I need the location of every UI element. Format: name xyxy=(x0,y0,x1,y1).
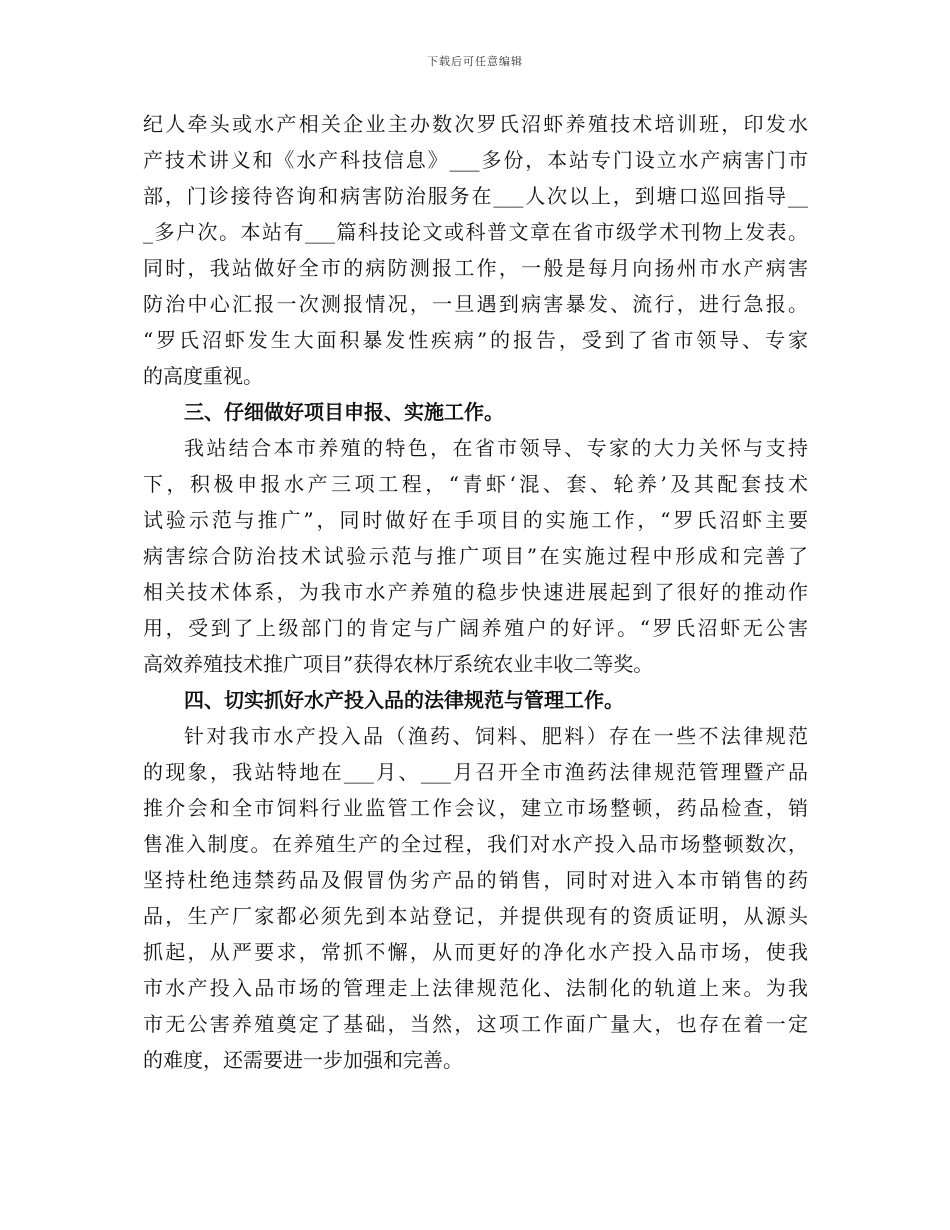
paragraph-line: 高效养殖技术推广项目”获得农林厅系统农业丰收二等奖。 xyxy=(143,652,654,676)
paragraph-line: 下，积极申报水产三项工程，“青虾‘混、套、轮养’及其配套技术 xyxy=(143,472,808,496)
paragraph-line: 产技术讲义和《水产科技信息》___多份，本站专门设立水产病害门市 xyxy=(143,148,808,172)
paragraph-line: 的难度，还需要进一步加强和完善。 xyxy=(143,1048,463,1072)
paragraph-line: 市无公害养殖奠定了基础，当然，这项工作面广量大，也存在着一定 xyxy=(143,1012,808,1036)
paragraph-line: “罗氏沼虾发生大面积暴发性疾病”的报告，受到了省市领导、专家 xyxy=(143,328,808,352)
paragraph-line: 病害综合防治技术试验示范与推广项目”在实施过程中形成和完善了 xyxy=(143,544,808,568)
paragraph-line: 防治中心汇报一次测报情况，一旦遇到病害暴发、流行，进行急报。 xyxy=(143,292,808,316)
paragraph-line: 售准入制度。在养殖生产的全过程，我们对水产投入品市场整顿数次， xyxy=(143,832,808,856)
paragraph-line: 针对我市水产投入品（渔药、饲料、肥料）存在一些不法律规范 xyxy=(184,724,808,748)
page-header: 下载后可任意编辑 xyxy=(427,55,523,68)
paragraph-line: 品，生产厂家都必须先到本站登记，并提供现有的资质证明，从源头 xyxy=(143,904,808,928)
paragraph-line: 推介会和全市饲料行业监管工作会议，建立市场整顿，药品检查，销 xyxy=(143,796,808,820)
paragraph-line: 坚持杜绝违禁药品及假冒伪劣产品的销售，同时对进入本市销售的药 xyxy=(143,868,808,892)
paragraph-line: 用，受到了上级部门的肯定与广阔养殖户的好评。“罗氏沼虾无公害 xyxy=(143,616,808,640)
paragraph-line: 纪人牵头或水产相关企业主办数次罗氏沼虾养殖技术培训班，印发水 xyxy=(143,112,808,136)
paragraph-line: 我站结合本市养殖的特色，在省市领导、专家的大力关怀与支持 xyxy=(184,436,808,460)
paragraph-line: 相关技术体系，为我市水产养殖的稳步快速进展起到了很好的推动作 xyxy=(143,580,808,604)
section-heading-4: 四、切实抓好水产投入品的法律规范与管理工作。 xyxy=(184,688,624,712)
paragraph-line: _多户次。本站有___篇科技论文或科普文章在省市级学术刊物上发表。 xyxy=(143,220,808,244)
paragraph-line: 同时，我站做好全市的病防测报工作，一般是每月向扬州市水产病害 xyxy=(143,256,808,280)
paragraph-line: 部，门诊接待咨询和病害防治服务在___人次以上，到塘口巡回指导__ xyxy=(143,184,808,208)
paragraph-line: 市水产投入品市场的管理走上法律规范化、法制化的轨道上来。为我 xyxy=(143,976,808,1000)
paragraph-line: 的高度重视。 xyxy=(143,364,263,388)
paragraph-line: 抓起，从严要求，常抓不懈，从而更好的净化水产投入品市场，使我 xyxy=(143,940,808,964)
paragraph-line: 试验示范与推广”，同时做好在手项目的实施工作，“罗氏沼虾主要 xyxy=(143,508,808,532)
paragraph-line: 的现象，我站特地在___月、___月召开全市渔药法律规范管理暨产品 xyxy=(143,760,808,784)
document-body xyxy=(143,106,808,1078)
section-heading-3: 三、仔细做好项目申报、实施工作。 xyxy=(184,400,504,424)
